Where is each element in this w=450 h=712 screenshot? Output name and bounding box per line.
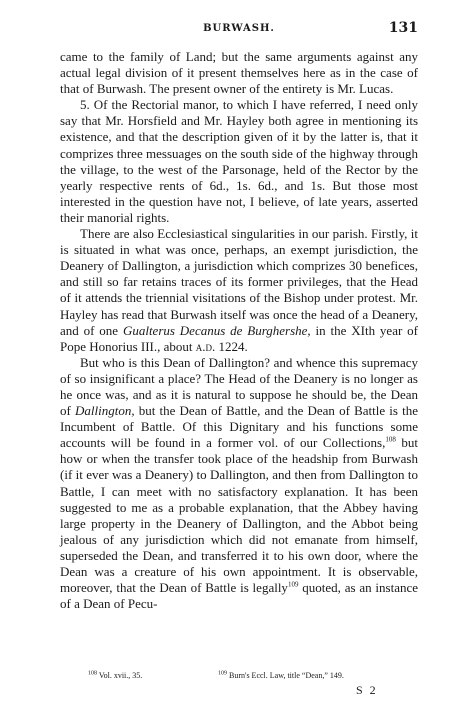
page-number: 131 [388,20,418,36]
paragraph-3-text-b: in the XIth year of Pope Honorius III., about [60,322,418,354]
running-head: BURWASH. [203,23,275,34]
paragraph-4-italic: Dallington, [74,403,135,419]
paragraph-3 [60,226,418,355]
paragraph-3-italic: Gualterus Decanus de Burghershe, [122,322,311,338]
body-text [60,49,418,612]
footnote-108-text: Vol. xvii., 35. [97,671,143,680]
paragraph-4-text-c: but how or when the transfer took place of the headship from Burwash (if it ever was a Deanery) to Dallington, and then from Dallington to Battle, I can meet with no satisfactory explanation. It has been suggested to me as a probable explanation, that the Abbey having large property in the Deanery of Dallington, and the Abbot being jealous of any jurisdiction which did not emanate from himself, superseded the Dean, and transferred it to his own door, where the Dean was a creature of his own appointment. It is observable, moreover, that the Dean of Battle is legally [60,435,418,596]
footnote-108-number: 108 [88,670,97,677]
paragraph-4-text-a: But who is this Dean of Dallington? and whence this supremacy of so insignificant a place? The Head of the Deanery is no longer as he once was, and as it is natural to suppose he should be, the Dean of [60,354,418,419]
paragraph-3-text-c: 1224. [215,338,248,354]
footnote-109 [218,671,344,680]
paragraph-4 [60,355,418,613]
signature-mark: S 2 [356,683,378,697]
paragraph-4-text-d: quoted, as an instance of a Dean of Pecu- [60,580,418,612]
paragraph-4-text-b: but the Dean of Battle, and the Dean of Battle is the Incumbent of Battle. Of this Dignitary and his functions some accounts will be found in a former vol. of our Collections, [60,403,418,451]
footnote-108 [88,671,218,681]
page-header [60,20,418,38]
footnote-ref-109: 109 [287,580,299,589]
paragraph-3-text-a: There are also Ecclesiastical singularities in our parish. Firstly, it is situated in what was once, perhaps, an exempt jurisdiction, the Deanery of Dallington, a jurisdiction which comprizes 30 benefices, and still so far retains traces of its former privileges, that the Head of it attends the triennial visitations of the Bishop under protest. Mr. Hayley has read that Burwash itself was once the head of a Deanery, and of one [60,226,418,338]
anno-domini: a.d. [195,338,216,354]
footnotes [88,671,418,681]
footnote-ref-108: 108 [385,435,396,444]
paragraph-2: 5. Of the Rectorial manor, to which I have referred, I need only say that Mr. Horsfield and Mr. Hayley both agree in mentioning its existence, and that the description given of it by the latter is, that it comprizes three messuages on the south side of the highway through the village, to the west of the Parsonage, held of the Rector by the yearly respective rents of 6d., 1s. 6d., and 1s. But those most interested in the question have not, I believe, of late years, asserted their manorial rights. [60,97,418,225]
footnote-109-number: 109 [218,670,227,677]
footnote-109-text: Burn's Eccl. Law, title “Dean,” 149. [227,671,344,680]
paragraph-1: came to the family of Land; but the same arguments against any actual legal division of it present themselves here as in the case of that of Burwash. The present owner of the entirety is Mr. Lucas. [60,49,418,97]
